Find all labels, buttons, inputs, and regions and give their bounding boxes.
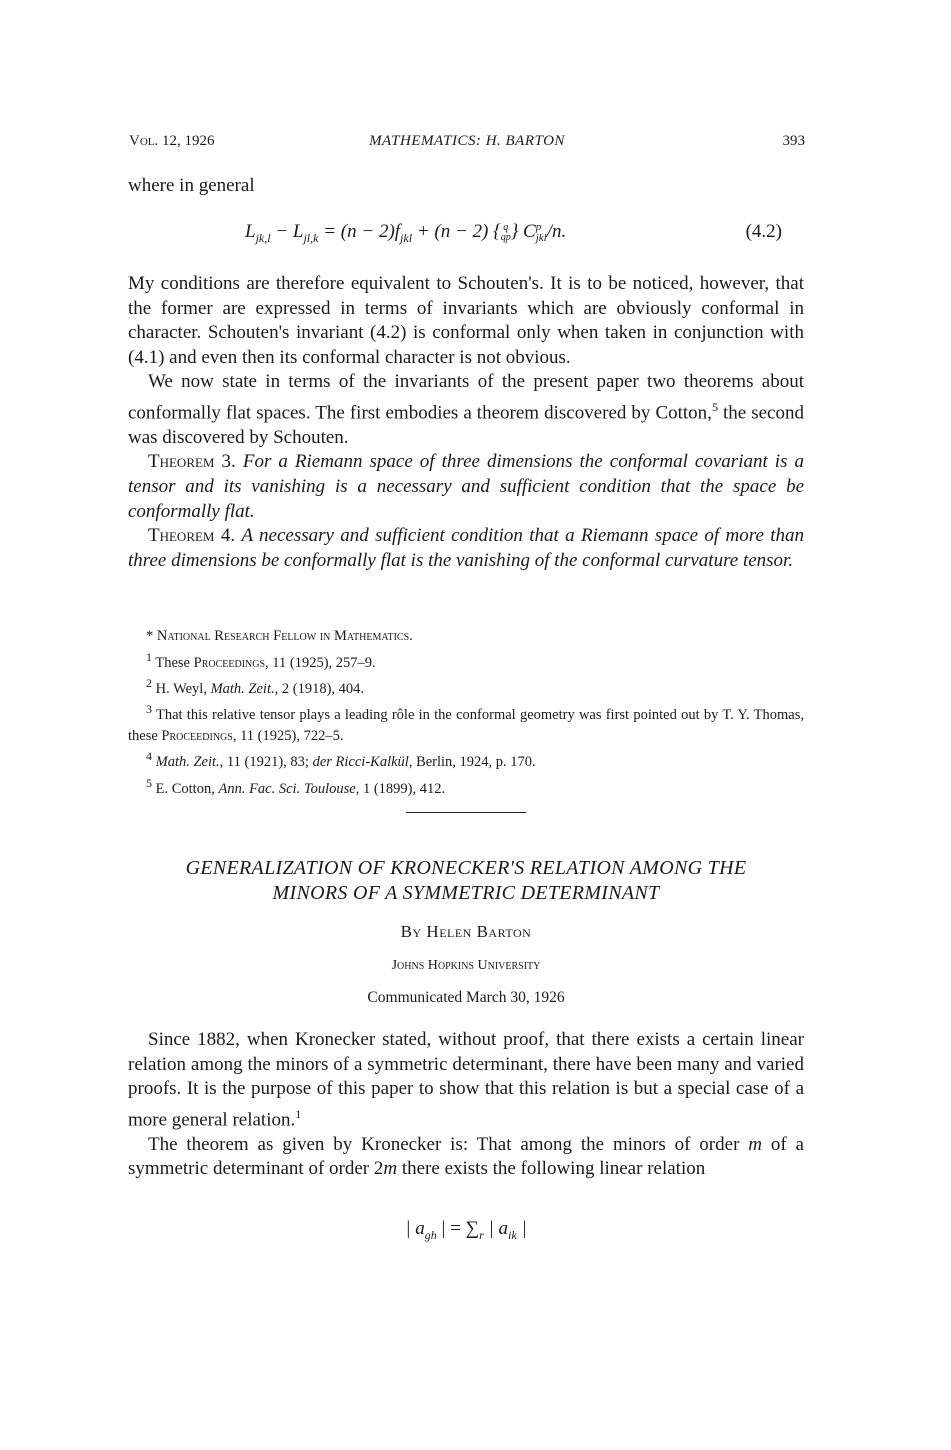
intro-text: where in general [128, 175, 255, 196]
author-byline: By Helen Barton [400, 922, 532, 941]
theorem-3: Theorem 3. For a Riemann space of three dimensions the conformal covariant is a tensor and its vanishing is a necessary and sufficient condition that the space be conformally flat. [128, 451, 805, 522]
article-body [128, 1028, 804, 1182]
footnote-4: $^4$ Math. Zeit., 11 (1921), 83; der Ricci-Kalkül, Berlin, 1924, p. 170. [146, 749, 536, 771]
paragraph-conditions: My conditions are therefore equivalent to Schouten's. It is to be noticed, however, that the former are expressed in terms of invariants which are obviously conformal in character. Schouten's invariant (4.2) is conformal only when taken in conjunction with (4.1) and even then its conformal character is not obvious. [128, 273, 804, 368]
footnote-2: $^2$ H. Weyl, Math. Zeit., 2 (1918), 404. [146, 676, 365, 697]
volume-info: Vol. 12, 1926 [129, 133, 215, 149]
footnote-1: $^1$ These Proceedings, 11 (1925), 257–9. [146, 649, 376, 671]
footnote-star: * National Research Fellow in Mathematics. [146, 628, 413, 644]
intro-line [128, 174, 804, 199]
author-affiliation: Johns Hopkins University [391, 958, 541, 973]
article-paragraph-2: The theorem as given by Kronecker is: That among the minors of order m of a symmetric determinant of order 2m there exists the following linear relation [128, 1133, 804, 1180]
equation-number: (4.2) [745, 221, 782, 242]
page-number: 393 [782, 133, 805, 149]
theorem-4: Theorem 4. A necessary and sufficient condition that a Riemann space of more than three dimensions be conformally flat is the vanishing of the conformal curvature tensor. [128, 525, 805, 571]
christoffel-symbol: q qp [500, 221, 511, 243]
kronecker-equation: | $a_{gh}$ | = $\sum_r$ | $a_{ik}$ | [405, 1218, 527, 1242]
footnote-3: $^3$ That this relative tensor plays a leading rôle in the conformal geometry was first pointed out by T. Y. Thomas, these Proceedings, 11 (1925), 722–5. [128, 702, 804, 744]
equation-body: $L_{jk,l} - L_{jl,k} = (n - 2)f_{jkl} + (n - 2)$ { q qp } C p jkl /n. [245, 220, 567, 245]
running-title: MATHEMATICS: H. BARTON [369, 133, 565, 149]
body-paragraphs [128, 272, 804, 573]
article-title: GENERALIZATION OF KRONECKER'S RELATION AMONG THE MINORS OF A SYMMETRIC DETERMINANT [185, 857, 747, 904]
article-paragraph-1: Since 1882, when Kronecker stated, without proof, that there exists a certain linear relation among the minors of a symmetric determinant, there have been many and varied proofs. It is the purpose of this paper to show that this relation is but a special case of a more general relation.$^1$ [128, 1029, 804, 1131]
footnote-5: $^5$ E. Cotton, Ann. Fac. Sci. Toulouse, 1 (1899), 412. [146, 775, 446, 797]
running-header [129, 133, 805, 155]
section-divider [406, 812, 526, 813]
communicated-date: Communicated March 30, 1926 [367, 989, 565, 1006]
paragraph-theorems-intro: We now state in terms of the invariants of the present paper two theorems about conformally flat spaces. The first embodies a theorem discovered by Cotton,$^5$ the second was discovered by Schouten. [128, 371, 804, 448]
footnotes [128, 626, 804, 799]
